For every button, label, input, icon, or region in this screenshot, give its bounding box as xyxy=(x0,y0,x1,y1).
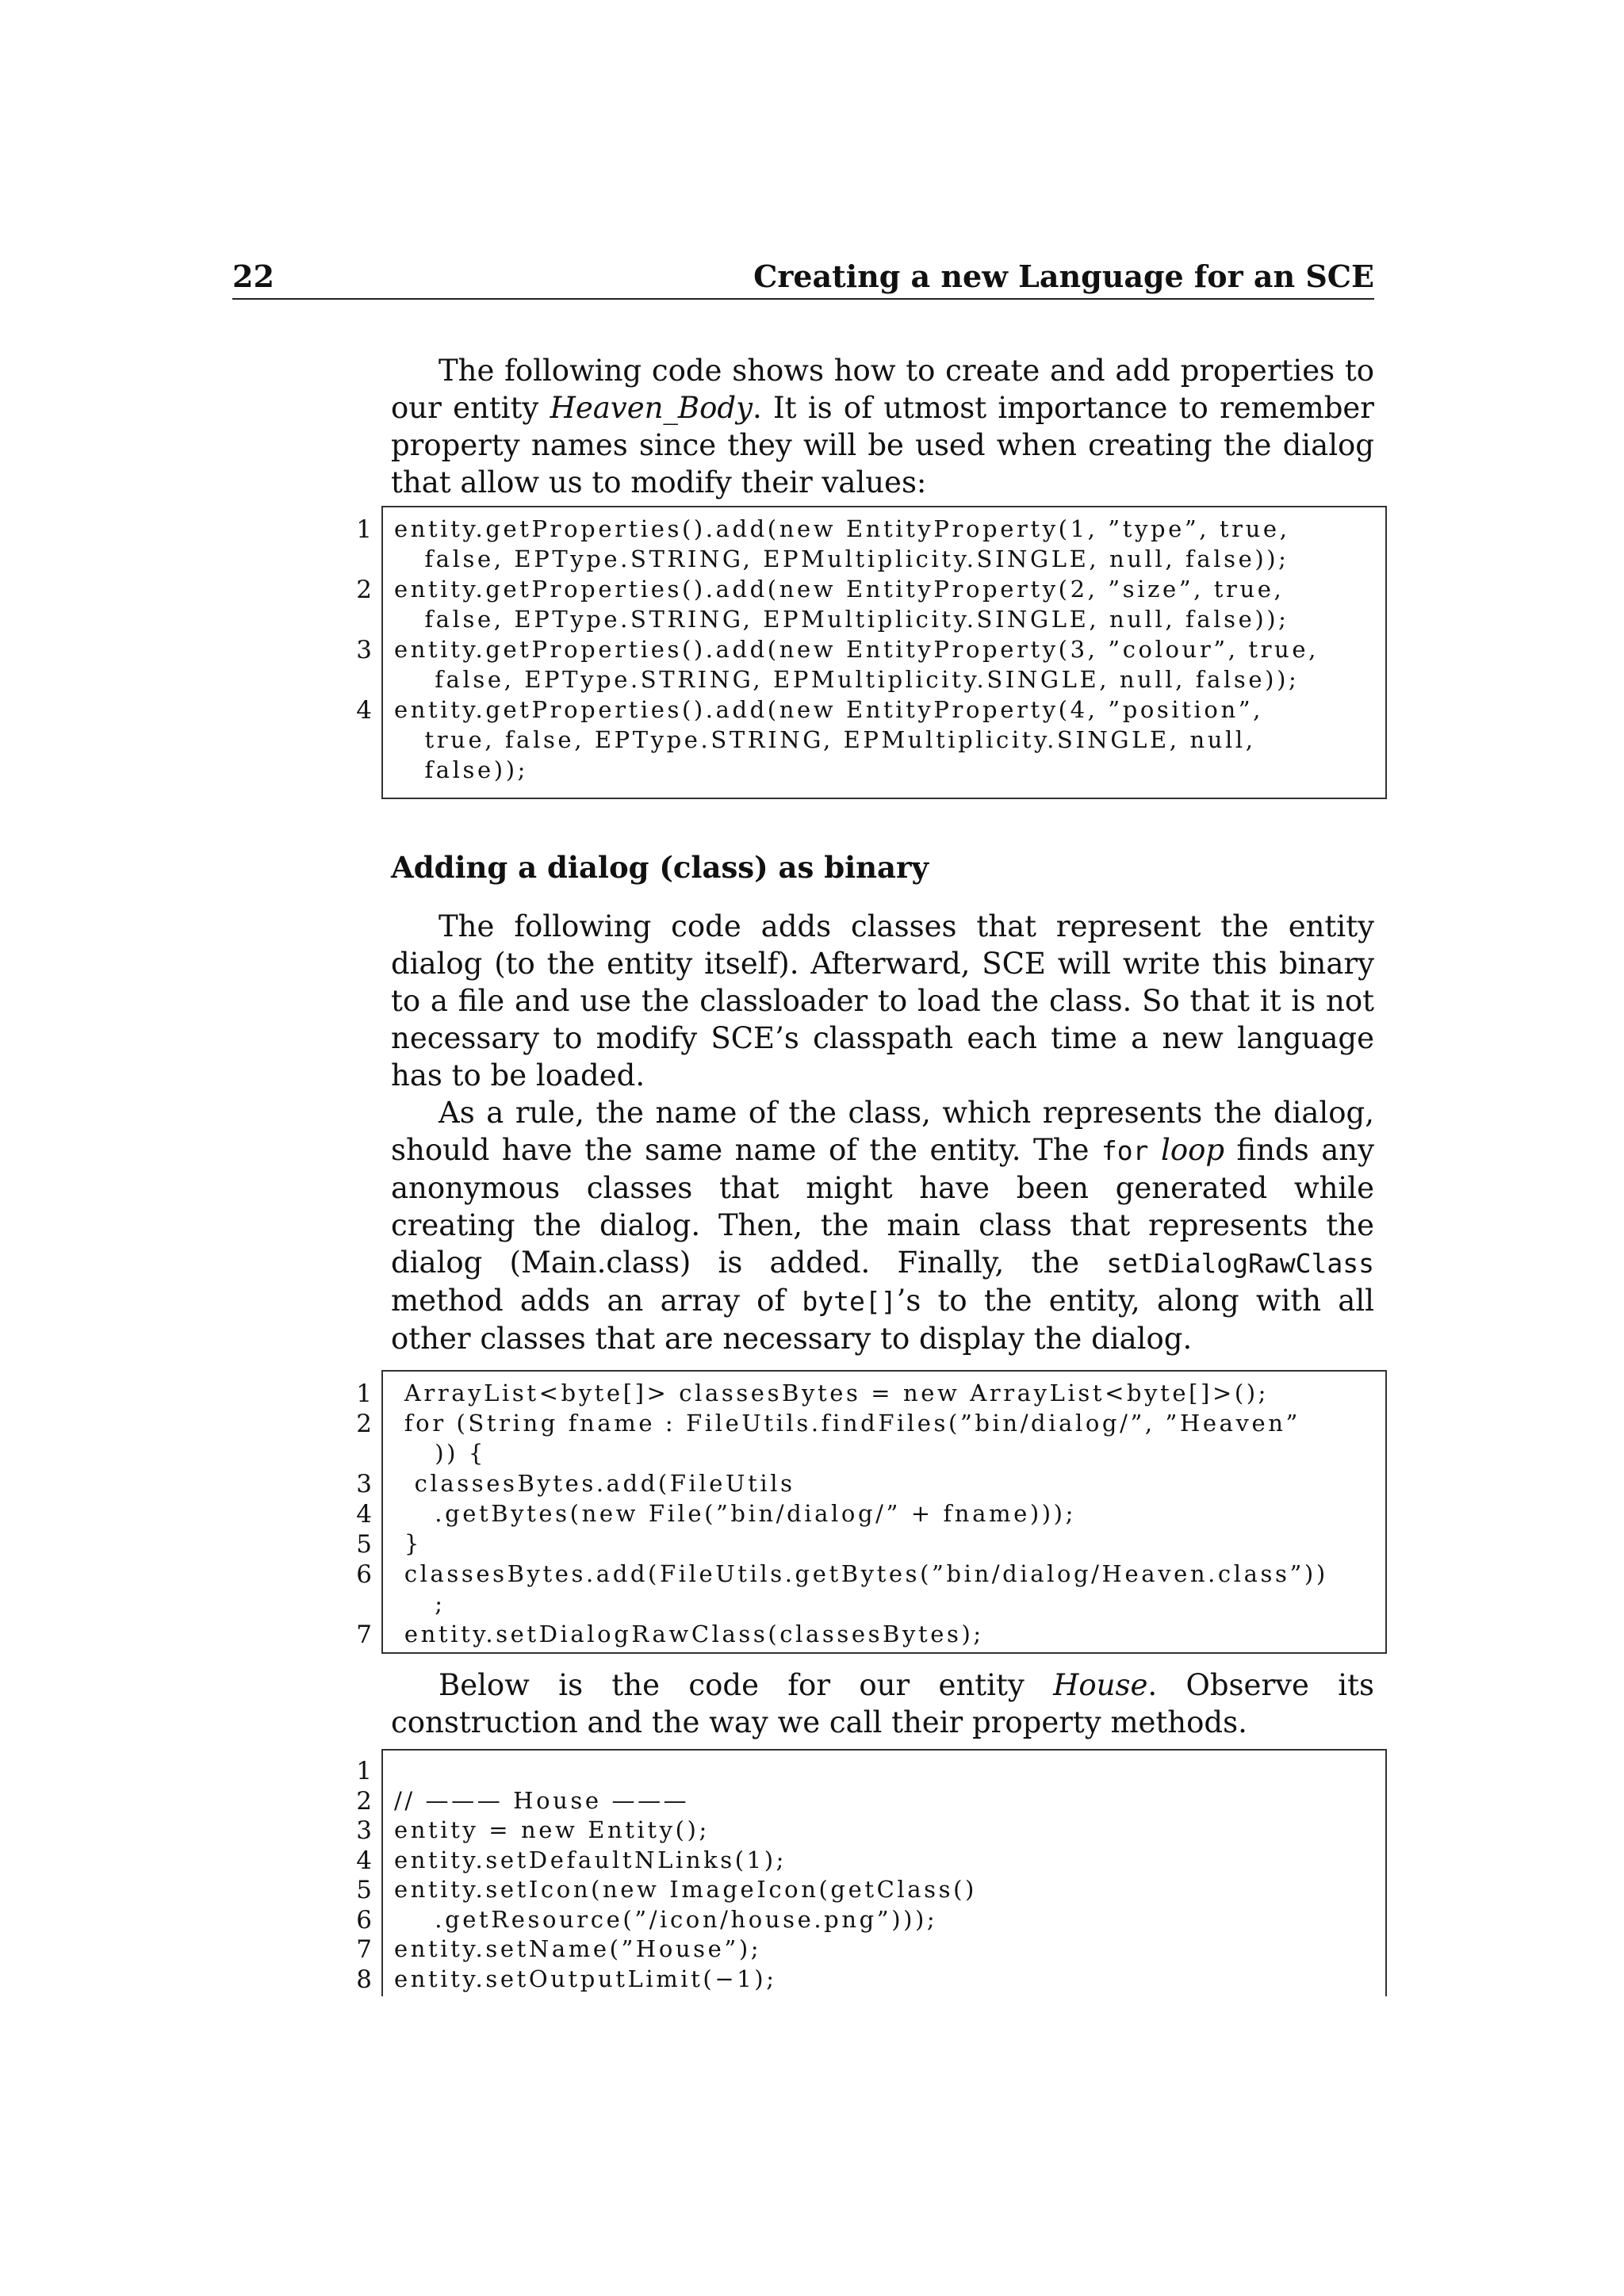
line-number: 7 xyxy=(356,1935,372,1964)
house-paragraph xyxy=(391,1667,1374,1741)
code-text: false, EPType.STRING, EPMultiplicity.SINGLE, null, false)); xyxy=(394,666,1300,693)
code-text: false, EPType.STRING, EPMultiplicity.SINGLE, null, false)); xyxy=(394,545,1289,572)
intro-text-2: . It is of utmost importance to remember property names since they will be used when creating the dialog that allow us to modify their values: xyxy=(391,391,1374,499)
code-line xyxy=(383,604,1385,634)
code-text: entity.setDefaultNLinks(1); xyxy=(394,1846,787,1873)
code-line xyxy=(356,1408,1385,1438)
intro-paragraph xyxy=(391,352,1374,501)
code-line xyxy=(356,1874,1385,1904)
line-number: 7 xyxy=(356,1621,372,1649)
code-line xyxy=(383,544,1385,574)
line-number: 4 xyxy=(356,1500,372,1529)
line-number: 4 xyxy=(356,1846,372,1875)
code-text: classesBytes.add(FileUtils xyxy=(394,1470,795,1497)
line-number: 3 xyxy=(356,636,372,664)
code-text: .getResource(”/icon/house.png”))); xyxy=(394,1905,938,1933)
code-line xyxy=(356,1529,1385,1559)
code-text: entity.setOutputLimit(−1); xyxy=(394,1965,777,1992)
code-line xyxy=(356,1619,1385,1649)
code-line xyxy=(356,1755,1385,1785)
line-number: 3 xyxy=(356,1816,372,1845)
rule-text-4: method adds an array of xyxy=(391,1284,802,1318)
code-line xyxy=(356,695,1385,725)
line-number: 5 xyxy=(356,1530,372,1559)
house-text-2: . Observe its construction and the way we call their property methods. xyxy=(391,1668,1374,1739)
line-number: 6 xyxy=(356,1560,372,1589)
dialog-paragraph: The following code adds classes that represent the entity dialog (to the entity itself). Afterward, SCE will write this binary to a file and use the classloader to load the class. So that it is not necessary to modify SCE’s classpath each time a new language has to be loaded. xyxy=(391,909,1374,1093)
line-number: 6 xyxy=(356,1905,372,1934)
code-text: for (String fname : FileUtils.findFiles(”bin/dialog/”, ”Heaven” xyxy=(394,1410,1300,1437)
rule-paragraph xyxy=(391,1094,1374,1357)
code-text: entity.getProperties().add(new EntityProperty(4, ”position”, xyxy=(394,696,1263,723)
line-number: 5 xyxy=(356,1876,372,1904)
line-number: 2 xyxy=(356,1410,372,1438)
code-line xyxy=(356,1934,1385,1964)
line-number: 8 xyxy=(356,1965,372,1994)
code-text: entity.getProperties().add(new EntityProperty(2, ”size”, true, xyxy=(394,576,1285,603)
house-entity: House xyxy=(1053,1668,1148,1702)
line-number: 1 xyxy=(356,1380,372,1408)
line-number: 4 xyxy=(356,696,372,725)
code-text: entity.setName(”House”); xyxy=(394,1935,762,1962)
rule-text-5: ’s to the entity, along with all other classes that are necessary to display the dialog. xyxy=(391,1284,1375,1356)
code-text: entity.setIcon(new ImageIcon(getClass() xyxy=(394,1876,977,1903)
code-line xyxy=(383,1438,1385,1468)
rule-text-1: As a rule, the name of the class, which represents the dialog, should have the same name of the entity. The xyxy=(391,1096,1374,1167)
code-line xyxy=(383,1589,1385,1619)
code-text: ; xyxy=(394,1590,446,1617)
code-line xyxy=(383,664,1385,695)
code-line xyxy=(356,1964,1385,1994)
code-text: .getBytes(new File(”bin/dialog/” + fname))); xyxy=(394,1500,1076,1527)
code-line xyxy=(356,1559,1385,1589)
code-text: // ——— House ——— xyxy=(394,1786,690,1814)
code-text: )) { xyxy=(394,1440,486,1467)
code-line xyxy=(356,1378,1385,1408)
code-line xyxy=(356,1785,1385,1816)
house-text-1: Below is the code for our entity xyxy=(439,1668,1054,1702)
code-line xyxy=(383,755,1385,785)
code-listing-properties xyxy=(356,506,1387,799)
line-number: 2 xyxy=(356,576,372,604)
code-line xyxy=(356,1468,1385,1498)
rule-text-2 xyxy=(1149,1133,1161,1167)
for-keyword: for xyxy=(1101,1135,1149,1166)
loop-word: loop xyxy=(1161,1133,1225,1167)
code-text: classesBytes.add(FileUtils.getBytes(”bin/dialog/Heaven.class”)) xyxy=(394,1560,1328,1587)
code-text: true, false, EPType.STRING, EPMultiplicity.SINGLE, null, xyxy=(394,726,1256,753)
section-heading: Adding a dialog (class) as binary xyxy=(391,850,929,885)
line-number: 1 xyxy=(356,515,372,544)
code-line xyxy=(356,1845,1385,1875)
running-title: Creating a new Language for an SCE xyxy=(753,258,1374,294)
code-line xyxy=(383,725,1385,755)
code-line xyxy=(356,1498,1385,1529)
code-line xyxy=(356,1815,1385,1845)
page-number: 22 xyxy=(232,258,274,294)
line-number: 2 xyxy=(356,1786,372,1816)
code-listing-house xyxy=(356,1749,1387,1996)
entity-name: Heaven_Body xyxy=(550,391,753,425)
code-text: } xyxy=(394,1530,422,1557)
code-line xyxy=(356,634,1385,664)
code-text: false)); xyxy=(394,756,528,783)
line-number: 1 xyxy=(356,1757,372,1785)
code-text: ArrayList<byte[]> classesBytes = new ArrayList<byte[]>(); xyxy=(394,1380,1270,1406)
code-text: entity = new Entity(); xyxy=(394,1816,710,1843)
code-listing-dialog xyxy=(356,1370,1387,1654)
byte-array-keyword: byte[] xyxy=(802,1286,897,1317)
code-text: entity.getProperties().add(new EntityProperty(3, ”colour”, true, xyxy=(394,636,1319,663)
intro-text-1: The following code shows how to create and add properties to our entity xyxy=(391,354,1374,425)
code-text: entity.setDialogRawClass(classesBytes); xyxy=(394,1621,984,1647)
code-line xyxy=(356,1904,1385,1934)
line-number: 3 xyxy=(356,1470,372,1498)
method-name: setDialogRawClass xyxy=(1106,1248,1374,1279)
rule-text-3: finds any anonymous classes that might have been generated while creating the dialog. Then, the main class that represents the dialog (Main.class) is added. Finally, the xyxy=(391,1133,1374,1280)
code-text: false, EPType.STRING, EPMultiplicity.SINGLE, null, false)); xyxy=(394,606,1289,633)
code-line xyxy=(356,574,1385,604)
code-text: entity.getProperties().add(new EntityProperty(1, ”type”, true, xyxy=(394,515,1290,542)
running-header xyxy=(232,254,1374,300)
code-line xyxy=(356,514,1385,544)
